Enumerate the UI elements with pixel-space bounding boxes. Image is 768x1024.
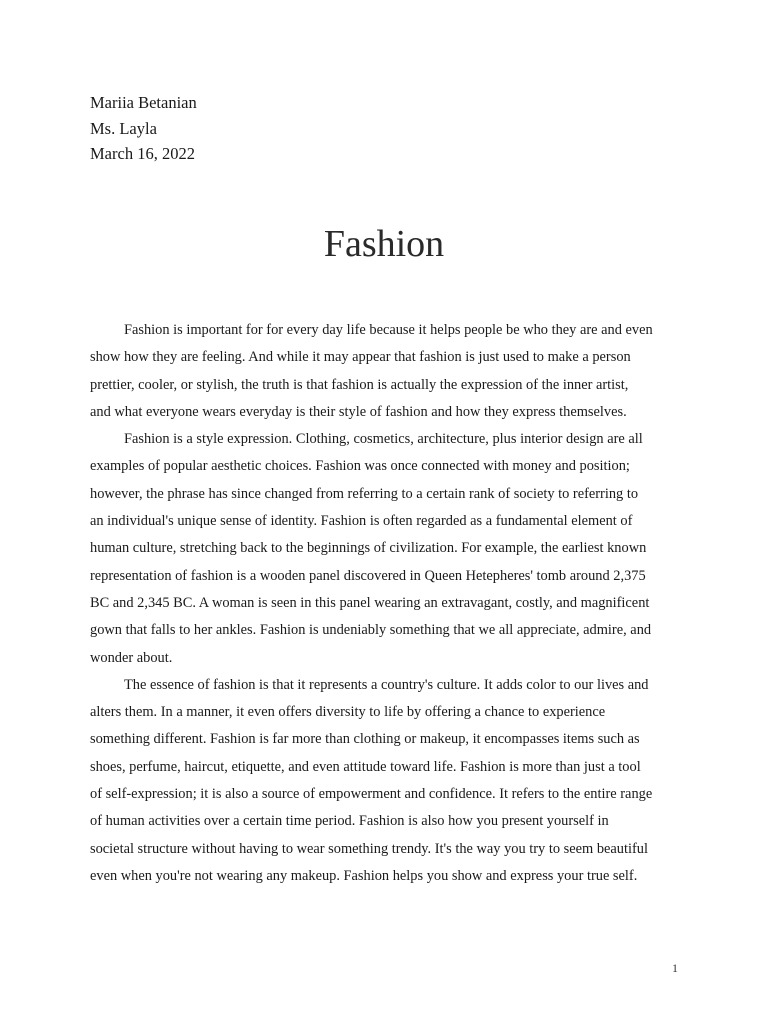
text-line: of human activities over a certain time period. Fashion is also how you present yourself in [90, 813, 609, 830]
text-line: examples of popular aesthetic choices. Fashion was once connected with money and position; [90, 458, 630, 475]
text-line: show how they are feeling. And while it may appear that fashion is just used to make a person [90, 349, 631, 366]
document-body [90, 317, 680, 890]
text-line: The essence of fashion is that it represents a country's culture. It adds color to our lives and [124, 676, 649, 693]
text-line: however, the phrase has since changed from referring to a certain rank of society to referring to [90, 485, 639, 502]
text-line: something different. Fashion is far more than clothing or makeup, it encompasses items such as [90, 731, 640, 748]
text-line: an individual's unique sense of identity. Fashion is often regarded as a fundamental element of [90, 513, 633, 530]
document-header [90, 90, 197, 167]
text-line: and what everyone wears everyday is their style of fashion and how they express themselves. [90, 403, 627, 420]
document-date: March 16, 2022 [90, 144, 195, 163]
text-line: Fashion is important for for every day life because it helps people be who they are and even [124, 322, 653, 338]
paragraph-2 [90, 426, 680, 672]
paragraph-3 [90, 672, 680, 890]
text-line: human culture, stretching back to the beginnings of civilization. For example, the earliest known [90, 540, 647, 557]
text-line: alters them. In a manner, it even offers diversity to life by offering a chance to experience [90, 704, 606, 721]
teacher-name: Ms. Layla [90, 118, 157, 138]
text-line: Fashion is a style expression. Clothing, cosmetics, architecture, plus interior design are all [124, 431, 643, 448]
text-line: societal structure without having to wear something trendy. It's the way you try to seem beautiful [90, 840, 648, 857]
text-line: prettier, cooler, or stylish, the truth is that fashion is actually the expression of the inner artist, [90, 376, 629, 393]
author-name: Mariia Betanian [90, 93, 197, 112]
text-line: gown that falls to her ankles. Fashion is undeniably something that we all appreciate, admire, and [90, 622, 652, 639]
text-line: even when you're not wearing any makeup. Fashion helps you show and express your true self. [90, 867, 638, 884]
text-line: representation of fashion is a wooden panel discovered in Queen Hetepheres' tomb around 2,375 [90, 567, 646, 584]
text-line: BC and 2,345 BC. A woman is seen in this panel wearing an extravagant, costly, and magnificent [90, 594, 650, 611]
text-line: wonder about. [90, 649, 173, 666]
page-number: 1 [672, 961, 678, 975]
paragraph-1 [90, 317, 680, 426]
text-line: of self-expression; it is also a source of empowerment and confidence. It refers to the entire range [90, 786, 653, 803]
document-title: Fashion [323, 223, 445, 265]
text-line: shoes, perfume, haircut, etiquette, and even attitude toward life. Fashion is more than just a tool [90, 758, 641, 775]
